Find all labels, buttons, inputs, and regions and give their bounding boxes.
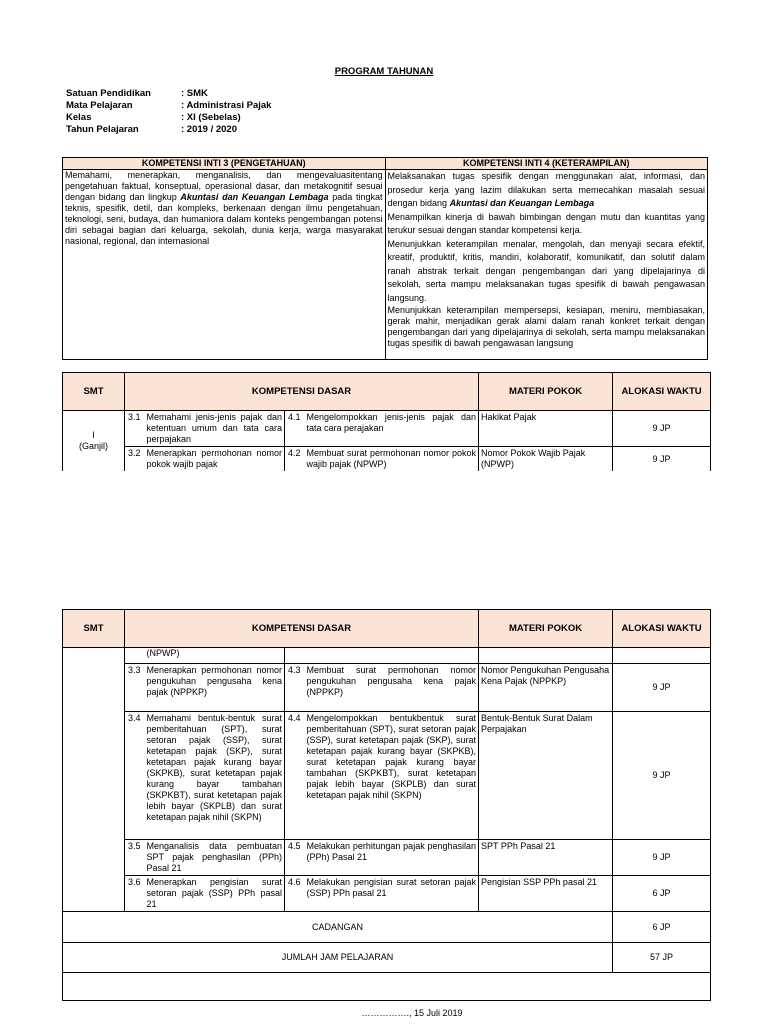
kd4-number: 4.6 [285,876,307,912]
kd-table-page-2 [62,609,711,1001]
ki4-emphasis: Akuntasi dan Keuangan Lembaga [449,198,595,208]
kd3-text: Menganalisis data pembuatan SPT pajak penghasilan (PPh) Pasal 21 [147,840,285,876]
kd3-text: Memahami jenis-jenis pajak dan ketentuan umum dan tata cara perpajakan [147,411,285,447]
info-row-satuan [66,88,271,100]
materi-text: Hakikat Pajak [479,411,613,447]
jumlah-jp: 57 JP [613,943,711,973]
header-smt: SMT [63,373,125,411]
kd3-number: 3.1 [125,411,147,447]
smt-label: I [92,430,95,440]
header-materi: MATERI POKOK [479,373,613,411]
smt-sub: (Ganjil) [78,441,108,451]
ki3-emphasis: Akuntasi dan Keuangan Lembaga [180,192,329,202]
kd4-number: 4.2 [285,447,307,472]
cadangan-jp: 6 JP [613,912,711,943]
header-kd: KOMPETENSI DASAR [125,610,479,648]
kd3-text: Menerapkan pengisian surat setoran pajak (SSP) PPh pasal 21 [147,876,285,912]
ki4-p3: Menunjukkan keterampilan menalar, mengolah, dan menyaji secara efektif, kreatif, produktif, kritis, mandiri, kolaboratif, komunikatif, dan solutif dalam ranah abstrak terkait dengan pengembangan dari yang dipelajarinya di sekolah, serta mampu melaksanakan tugas spesifik di bawah pengawasan langsung. [387,238,705,303]
materi-text: Pengisian SSP PPh pasal 21 [479,876,613,912]
alokasi-jp: 9 JP [613,712,711,840]
kd4-text: Mengelompokkan jenis-jenis pajak dan tata cara perajakan [307,411,479,447]
ki3-text: Memahami, menerapkan, menganalisis, dan mengevaluasitentang pengetahuan faktual, konseptual, operasional dasar, dan metakognitif sesuai dengan bidang dan lingkup [65,170,383,202]
info-label: Tahun Pelajaran [66,124,139,135]
carry-spacer [307,648,479,664]
kd4-number: 4.1 [285,411,307,447]
ki4-p4: Menunjukkan keterampilan mempersepsi, kesiapan, meniru, membiasakan, gerak mahir, menjadikan gerak alami dalam ranah konkret terkait dengan pengembangan dari yang dipelajarinya di sekolah, serta mampu melaksanakan tugas spesifik di bawah pengawasan langsung [387,305,705,348]
ki3-text-cont: pada tingkat teknis, spesifik, detil, dan kompleks, berkenaan dengan ilmu pengetahuan, teknologi, seni, budaya, dan humaniora dalam konteks pengembangan potensi diri sebagai bagian dari keluarga, sekolah, dunia kerja, warga masyarakat nasional, regional, dan internasional [65,192,383,246]
ki4-p2: Menampilkan kinerja di bawah bimbingan dengan mutu dan kuantitas yang terukur sesuai dengan standar kompetensi kerja. [387,211,705,235]
header-alokasi: ALOKASI WAKTU [613,610,711,648]
kd4-text: Membuat surat permohonan nomor pokok wajib pajak (NPWP) [307,447,479,472]
kd4-number: 4.3 [285,664,307,712]
ki3-cell [63,170,386,360]
kd3-number: 3.5 [125,840,147,876]
empty-row [63,973,711,1001]
kd3-number: 3.4 [125,712,147,840]
info-value: : SMK [181,88,208,99]
page-title: PROGRAM TAHUNAN [334,66,434,77]
kompetensi-inti-table [62,157,708,360]
carry-spacer [613,648,711,664]
kd4-text: Membuat surat permohonan nomor pengukuhan pengusaha kena pajak (NPPKP) [307,664,479,712]
alokasi-jp: 9 JP [613,447,711,472]
materi-text: Nomor Pengukuhan Pengusaha Kena Pajak (NPPKP) [479,664,613,712]
kd4-text: Melakukan perhitungan pajak penghasilan (PPh) Pasal 21 [307,840,479,876]
identity-block [66,88,271,136]
info-value: : Administrasi Pajak [181,100,272,111]
info-label: Mata Pelajaran [66,100,133,111]
ki4-p1: Melaksanakan tugas spesifik dengan menggunakan alat, informasi, dan prosedur kerja yang lazim dilakukan serta memecahkan masalah sesuai dengan bidang [387,171,705,208]
smt-cell [63,411,125,472]
kd4-number: 4.5 [285,840,307,876]
alokasi-jp: 9 JP [613,411,711,447]
signature-date: ……………., 15 Juli 2019 [361,1008,463,1018]
smt-cell-empty [63,648,125,912]
jumlah-label: JUMLAH JAM PELAJARAN [63,943,613,973]
materi-text: Nomor Pokok Wajib Pajak (NPWP) [479,447,613,472]
materi-text: Bentuk-Bentuk Surat Dalam Perpajakan [479,712,613,840]
carry-spacer [125,648,147,664]
kd3-number: 3.2 [125,447,147,472]
carry-spacer [285,648,307,664]
carry-spacer [479,648,613,664]
materi-text: SPT PPh Pasal 21 [479,840,613,876]
kd3-text: Menerapkan permohonan nomor pokok wajib pajak [147,447,285,472]
header-kd: KOMPETENSI DASAR [125,373,479,411]
kd3-text: Menerapkan permohonan nomor pengukuhan pengusaha kena pajak (NPPKP) [147,664,285,712]
alokasi-jp: 6 JP [613,876,711,912]
ki4-cell [385,170,708,360]
info-row-tahun [66,124,271,136]
kd3-number: 3.6 [125,876,147,912]
info-row-mapel [66,100,271,112]
alokasi-jp: 9 JP [613,664,711,712]
info-label: Kelas [66,112,92,123]
info-value: : 2019 / 2020 [181,124,237,135]
kd3-number: 3.3 [125,664,147,712]
cadangan-label: CADANGAN [63,912,613,943]
alokasi-jp: 9 JP [613,840,711,876]
header-smt: SMT [63,610,125,648]
ki4-header: KOMPETENSI INTI 4 (KETERAMPILAN) [385,158,708,170]
info-label: Satuan Pendidikan [66,88,151,99]
info-value: : XI (Sebelas) [181,112,241,123]
info-row-kelas [66,112,271,124]
header-alokasi: ALOKASI WAKTU [613,373,711,411]
carry-text: (NPWP) [147,648,285,664]
kd4-number: 4.4 [285,712,307,840]
kd4-text: Mengelompokkan bentukbentuk surat pemberitahuan (SPT), surat setoran pajak (SSP), surat ketetapan pajak (SKP), surat ketetapan pajak kurang bayar (SKPKB), surat ketetapan pajak kurang bayar tambahan (SKPKBT), surat ketetapan pajak lebih bayar (SKPLB) dan surat ketetapan pajak nihil (SKPN) [307,712,479,840]
kd-table-page-1 [62,372,711,471]
ki3-header: KOMPETENSI INTI 3 (PENGETAHUAN) [63,158,386,170]
header-materi: MATERI POKOK [479,610,613,648]
kd3-text: Memahami bentuk-bentuk surat pemberitahuan (SPT), surat setoran pajak (SSP), surat ketetapan pajak (SKP), surat ketetapan pajak kurang bayar (SKPKB), surat ketetapan pajak kurang bayar tambahan (SKPKBT), surat ketetapan pajak lebih bayar (SKPLB) dan surat ketetapan pajak nihil (SKPN) [147,712,285,840]
kd4-text: Melakukan pengisian surat setoran pajak (SSP) PPh pasal 21 [307,876,479,912]
